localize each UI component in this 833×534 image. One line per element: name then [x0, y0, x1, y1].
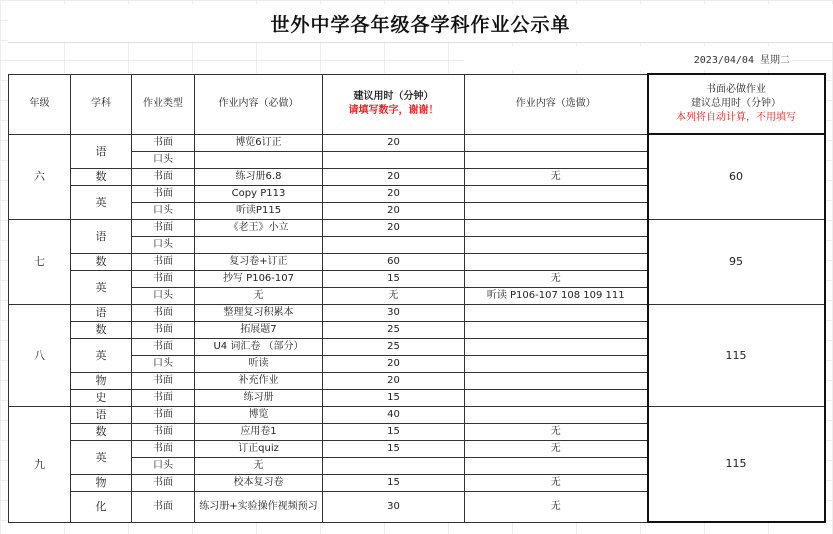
content-required-cell[interactable]: 拓展题7 [195, 321, 323, 338]
content-required-cell[interactable]: 博览6订正 [195, 134, 323, 151]
header-time [323, 74, 465, 134]
time-cell[interactable]: 60 [323, 253, 465, 270]
content-required-cell[interactable] [195, 236, 323, 253]
subject-cell[interactable]: 物 [71, 474, 132, 491]
subject-cell[interactable]: 数 [71, 253, 132, 270]
content-optional-cell[interactable] [465, 457, 648, 474]
type-cell[interactable]: 书面 [132, 406, 195, 423]
type-cell[interactable]: 口头 [132, 236, 195, 253]
total-time-cell[interactable]: 95 [648, 219, 825, 304]
time-cell[interactable] [323, 151, 465, 168]
type-cell[interactable]: 口头 [132, 202, 195, 219]
content-required-cell[interactable]: 听读 [195, 355, 323, 372]
type-cell[interactable]: 书面 [132, 423, 195, 440]
content-required-cell[interactable]: 补充作业 [195, 372, 323, 389]
table-body [9, 134, 825, 522]
time-cell[interactable]: 15 [323, 389, 465, 406]
date-cell[interactable]: 2023/04/04 星期二 [464, 46, 790, 70]
type-cell[interactable]: 书面 [132, 134, 195, 151]
content-required-cell[interactable]: 练习册+实验操作视频预习 [195, 491, 323, 522]
content-optional-cell[interactable] [465, 219, 648, 236]
subject-cell[interactable]: 语 [71, 134, 132, 168]
header-total [648, 74, 825, 134]
time-cell[interactable]: 20 [323, 355, 465, 372]
header-time-label: 建议用时（分钟） [353, 91, 434, 102]
content-optional-cell[interactable]: 无 [465, 491, 648, 522]
content-optional-cell[interactable] [465, 134, 648, 151]
time-cell[interactable]: 30 [323, 491, 465, 522]
page-title: 世外中学各年级各学科作业公示单 [8, 4, 833, 43]
time-cell[interactable]: 20 [323, 372, 465, 389]
total-time-cell[interactable]: 60 [648, 134, 825, 219]
content-required-cell[interactable]: 博览 [195, 406, 323, 423]
content-optional-cell[interactable]: 无 [465, 270, 648, 287]
table-row [9, 304, 825, 321]
header-subject: 学科 [71, 74, 132, 134]
content-optional-cell[interactable] [465, 321, 648, 338]
subject-cell[interactable]: 语 [71, 219, 132, 253]
content-optional-cell[interactable]: 无 [465, 474, 648, 491]
time-cell[interactable]: 25 [323, 338, 465, 355]
content-optional-cell[interactable] [465, 202, 648, 219]
content-required-cell[interactable]: 无 [195, 287, 323, 304]
content-optional-cell[interactable] [465, 185, 648, 202]
time-cell[interactable]: 15 [323, 474, 465, 491]
header-time-note: 请填写数字，谢谢！ [348, 105, 439, 116]
type-cell[interactable]: 书面 [132, 338, 195, 355]
time-cell[interactable]: 20 [323, 168, 465, 185]
subject-cell[interactable]: 数 [71, 423, 132, 440]
subject-cell[interactable]: 语 [71, 304, 132, 321]
subject-cell[interactable]: 物 [71, 372, 132, 389]
time-cell[interactable]: 15 [323, 440, 465, 457]
subject-cell[interactable]: 数 [71, 168, 132, 185]
grade-cell[interactable]: 七 [9, 219, 71, 304]
type-cell[interactable]: 书面 [132, 440, 195, 457]
time-cell[interactable]: 20 [323, 185, 465, 202]
type-cell[interactable]: 书面 [132, 321, 195, 338]
total-time-cell[interactable]: 115 [648, 406, 825, 522]
time-cell[interactable] [323, 457, 465, 474]
content-required-cell[interactable]: 校本复习卷 [195, 474, 323, 491]
type-cell[interactable]: 书面 [132, 253, 195, 270]
content-required-cell[interactable]: 《老王》小立 [195, 219, 323, 236]
content-required-cell[interactable]: 无 [195, 457, 323, 474]
content-optional-cell[interactable] [465, 304, 648, 321]
content-required-cell[interactable]: 练习册6.8 [195, 168, 323, 185]
time-cell[interactable]: 20 [323, 134, 465, 151]
content-required-cell[interactable]: 整理复习积累本 [195, 304, 323, 321]
content-required-cell[interactable] [195, 151, 323, 168]
subject-cell[interactable]: 英 [71, 338, 132, 372]
type-cell[interactable]: 口头 [132, 457, 195, 474]
header-row [9, 74, 825, 134]
header-total-line2: 建议总用时（分钟） [691, 98, 781, 109]
type-cell[interactable]: 书面 [132, 372, 195, 389]
content-optional-cell[interactable] [465, 389, 648, 406]
content-optional-cell[interactable]: 无 [465, 168, 648, 185]
total-time-cell[interactable]: 115 [648, 304, 825, 406]
time-cell[interactable]: 15 [323, 423, 465, 440]
subject-cell[interactable]: 化 [71, 491, 132, 522]
subject-cell[interactable]: 英 [71, 440, 132, 474]
subject-cell[interactable]: 数 [71, 321, 132, 338]
content-optional-cell[interactable]: 无 [465, 423, 648, 440]
homework-table [8, 73, 826, 523]
content-optional-cell[interactable] [465, 253, 648, 270]
time-cell[interactable]: 40 [323, 406, 465, 423]
content-required-cell[interactable]: U4 词汇卷 （部分） [195, 338, 323, 355]
time-cell[interactable] [323, 236, 465, 253]
time-cell[interactable]: 25 [323, 321, 465, 338]
time-cell[interactable]: 20 [323, 202, 465, 219]
type-cell[interactable]: 口头 [132, 355, 195, 372]
content-optional-cell[interactable] [465, 372, 648, 389]
subject-cell[interactable]: 语 [71, 406, 132, 423]
time-cell[interactable]: 20 [323, 219, 465, 236]
type-cell[interactable]: 书面 [132, 219, 195, 236]
content-optional-cell[interactable] [465, 338, 648, 355]
type-cell[interactable]: 书面 [132, 185, 195, 202]
content-optional-cell[interactable] [465, 355, 648, 372]
type-cell[interactable]: 书面 [132, 491, 195, 522]
header-grade: 年级 [9, 74, 71, 134]
content-optional-cell[interactable] [465, 151, 648, 168]
content-optional-cell[interactable]: 无 [465, 440, 648, 457]
time-cell[interactable]: 30 [323, 304, 465, 321]
content-optional-cell[interactable]: 听读 P106-107 108 109 111 [465, 287, 648, 304]
subject-cell[interactable]: 英 [71, 270, 132, 304]
content-optional-cell[interactable] [465, 406, 648, 423]
content-required-cell[interactable]: 复习卷+订正 [195, 253, 323, 270]
grade-cell[interactable]: 九 [9, 406, 71, 522]
header-type: 作业类型 [132, 74, 195, 134]
table-row [9, 219, 825, 236]
type-cell[interactable]: 书面 [132, 304, 195, 321]
type-cell[interactable]: 口头 [132, 287, 195, 304]
content-required-cell[interactable]: 练习册 [195, 389, 323, 406]
type-cell[interactable]: 口头 [132, 151, 195, 168]
type-cell[interactable]: 书面 [132, 168, 195, 185]
header-content-optional: 作业内容（选做） [465, 74, 648, 134]
content-required-cell[interactable]: 听读P115 [195, 202, 323, 219]
subject-cell[interactable]: 英 [71, 185, 132, 219]
content-required-cell[interactable]: 订正quiz [195, 440, 323, 457]
content-required-cell[interactable]: 抄写 P106-107 [195, 270, 323, 287]
content-required-cell[interactable]: 应用卷1 [195, 423, 323, 440]
type-cell[interactable]: 书面 [132, 270, 195, 287]
type-cell[interactable]: 书面 [132, 389, 195, 406]
table-row [9, 406, 825, 423]
grade-cell[interactable]: 八 [9, 304, 71, 406]
grade-cell[interactable]: 六 [9, 134, 71, 219]
header-content-required: 作业内容（必做） [195, 74, 323, 134]
header-total-line1: 书面必做作业 [706, 84, 766, 95]
header-total-note: 本列将自动计算，不用填写 [676, 112, 796, 123]
time-cell[interactable]: 无 [323, 287, 465, 304]
content-optional-cell[interactable] [465, 236, 648, 253]
time-cell[interactable]: 15 [323, 270, 465, 287]
content-required-cell[interactable]: Copy P113 [195, 185, 323, 202]
table-row [9, 134, 825, 151]
type-cell[interactable]: 书面 [132, 474, 195, 491]
subject-cell[interactable]: 史 [71, 389, 132, 406]
